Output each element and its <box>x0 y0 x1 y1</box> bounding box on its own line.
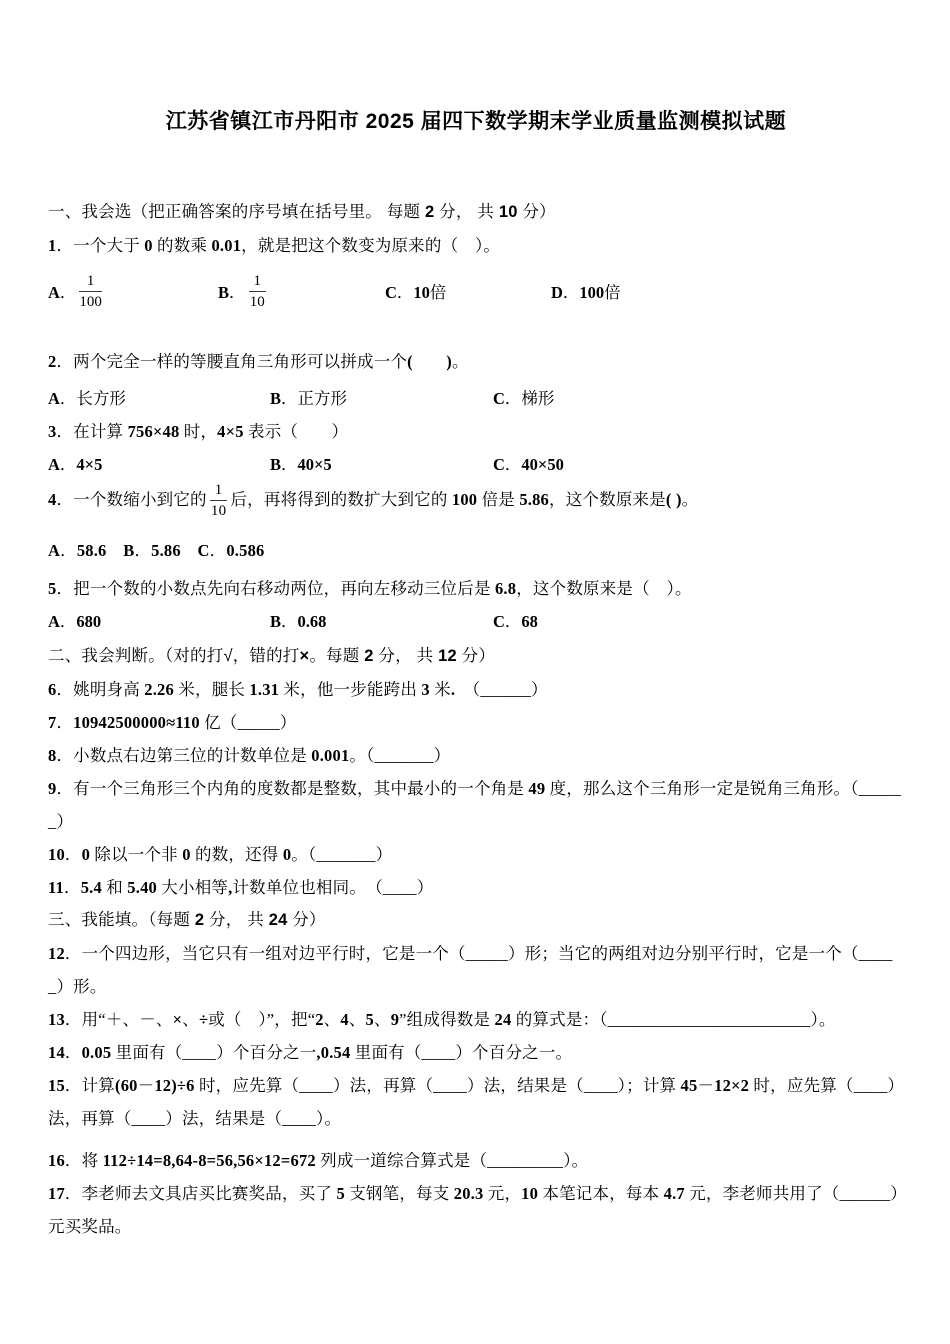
question-1-text: 1．一个大于 0 的数乘 0.01，就是把这个数变为原来的（ ）。 <box>48 236 501 255</box>
option-a-label: A． <box>48 282 77 302</box>
fraction-numerator: 1 <box>79 272 102 292</box>
fraction-denominator: 10 <box>210 503 227 519</box>
question-1-option-d: D ． 100 倍 <box>551 282 621 302</box>
question-9-text: 9．有一个三角形三个内角的度数都是整数，其中最小的一个角是 49 度，那么这个三角形一定是锐角三角形。（______） <box>48 779 901 831</box>
question-4-text-after: 后，再将得到的数扩大到它的 100 倍是 5.86，这个数原来是( )。 <box>230 489 699 509</box>
question-8-text: 8．小数点右边第三位的计数单位是 0.001。（_______） <box>48 746 451 765</box>
question-2-option-b: B ．正方形 <box>270 389 348 408</box>
question-7-text: 7．10942500000≈110 亿（_____） <box>48 713 297 732</box>
fraction-numerator: 1 <box>210 481 228 501</box>
section1-heading: 一、我会选（把正确答案的序号填在括号里。 每题 2 分， 共 10 分） <box>48 203 556 221</box>
fraction-1-100 <box>79 272 102 312</box>
question-2-option-a: A ．长方形 <box>48 389 126 408</box>
question-4-options: A．58.6 B．5.86 C．0.586 <box>48 541 265 560</box>
section2-heading: 二、我会判断。（对的打√，错的打×。每题 2 分， 共 12 分） <box>48 647 496 665</box>
question-5-text: 5．把一个数的小数点先向右移动两位，再向左移动三位后是 6.8，这个数原来是（ ）。 <box>48 579 692 598</box>
fraction-numerator: 1 <box>249 272 267 292</box>
fraction-denominator: 100 <box>79 294 102 310</box>
question-3-option-b: B ． 40×5 <box>270 455 332 474</box>
question-6-text: 6．姚明身高 2.26 米，腿长 1.31 米，他一步能跨出 3 米. （______） <box>48 680 548 699</box>
question-3-option-c: C ． 40×50 <box>493 455 564 474</box>
question-1-option-c: C ． 10 倍 <box>385 282 447 302</box>
question-1-options <box>48 268 904 316</box>
question-17-text: 17．李老师去文具店买比赛奖品，买了 5 支钢笔，每支 20.3 元，10 本笔记本，每本 4.7 元，李老师共用了（______）元买奖品。 <box>48 1184 899 1236</box>
question-5-option-c: C ． 68 <box>493 612 538 631</box>
question-3-options <box>48 448 904 481</box>
question-2-text: 2．两个完全一样的等腰直角三角形可以拼成一个( )。 <box>48 352 469 371</box>
question-11-text: 11．5.4 和 5.40 大小相等,计数单位也相同。 （____） <box>48 878 434 897</box>
question-1-option-a <box>48 272 218 312</box>
question-16-text: 16．将 112÷14=8,64-8=56,56×12=672 列成一道综合算式是（_________）。 <box>48 1151 589 1170</box>
question-5-option-a: A ． 680 <box>48 612 102 631</box>
question-10-text: 10．0 除以一个非 0 的数，还得 0。（_______） <box>48 845 393 864</box>
section3-heading: 三、我能填。（每题 2 分， 共 24 分） <box>48 911 326 929</box>
question-3-option-a: A ． 4×5 <box>48 455 103 474</box>
exam-title: 江苏省镇江市丹阳市 2025 届四下数学期末学业质量监测模拟试题 <box>165 110 787 133</box>
option-b-label: B． <box>218 282 246 302</box>
question-2-option-c: C ．梯形 <box>493 389 555 408</box>
question-13-text: 13．用“＋、－、×、÷或（ ）”，把“2、4、5、9”组成得数是 24 的算式是：（________________________）。 <box>48 1010 836 1029</box>
question-3-text: 3．在计算 756×48 时，4×5 表示（ ） <box>48 422 349 441</box>
question-1-option-b <box>218 272 385 312</box>
question-4-text-before: 4．一个数缩小到它的 <box>48 489 207 509</box>
question-14-text: 14．0.05 里面有（____）个百分之一,0.54 里面有（____）个百分之一。 <box>48 1043 573 1062</box>
question-12-text: 12．一个四边形，当它只有一组对边平行时，它是一个（_____）形；当它的两组对边分别平行时，它是一个（_____）形。 <box>48 944 893 996</box>
question-5-option-b: B ． 0.68 <box>270 612 327 631</box>
question-4-text <box>48 481 904 521</box>
fraction-denominator: 10 <box>249 294 265 310</box>
question-15-text: 15．计算(60－12)÷6 时，应先算（____）法，再算（____）法，结果是（____）；计算 45－12×2 时，应先算（____）法，再算（____）法，结果是（____）。 <box>48 1076 896 1128</box>
fraction-1-10 <box>249 272 267 312</box>
fraction-1-10-inline <box>210 481 228 521</box>
question-5-options <box>48 605 904 638</box>
question-2-options <box>48 382 904 415</box>
